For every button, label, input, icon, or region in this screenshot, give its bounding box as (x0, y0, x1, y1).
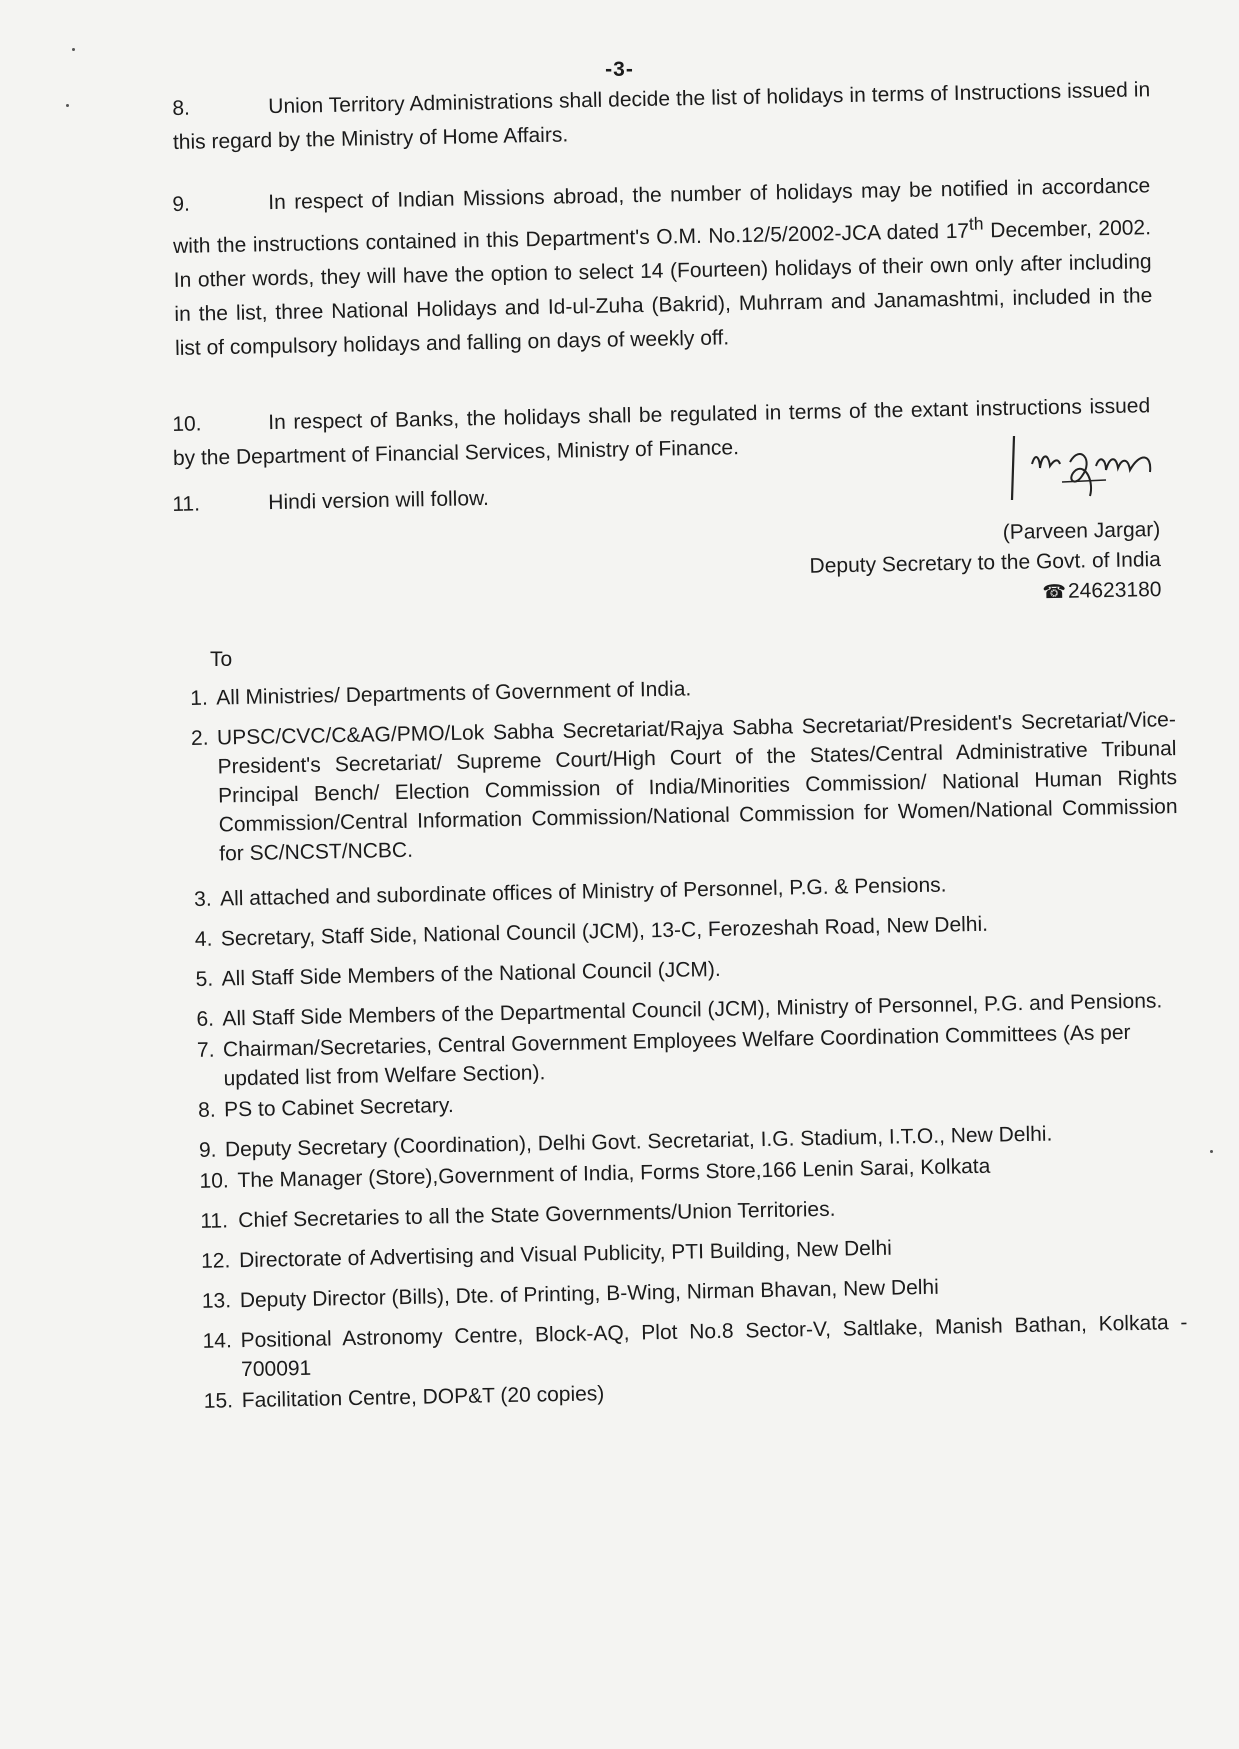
list-item-number: 13. (201, 1289, 232, 1313)
list-item-text: Deputy Secretary (Coordination), Delhi Govt. Secretariat, I.G. Stadium, I.T.O., New Delhi. (224, 1122, 1053, 1162)
paragraph-text: Hindi version will follow. (268, 486, 490, 515)
list-item-number: 9. (198, 1138, 217, 1162)
list-item-number: 14. (202, 1329, 233, 1353)
list-item-text: Facilitation Centre, DOP&T (20 copies) (241, 1382, 605, 1413)
list-item-text: Secretary, Staff Side, National Council (JCM), 13-C, Ferozeshah Road, New Delhi. (220, 912, 989, 951)
list-item (191, 705, 1179, 869)
page-number: -3- (605, 58, 634, 81)
list-item-text: All Staff Side Members of the Departmental Council (JCM), Ministry of Personnel, P.G. and Pensions. (222, 989, 1163, 1031)
list-item-number: 4. (194, 927, 213, 951)
signatory-name: (Parveen Jargar) (1002, 517, 1161, 545)
list-item (201, 1228, 1186, 1276)
to-label: To (210, 648, 233, 671)
paragraph-text-continued: December, 2002. In other words, they will have the option to select 14 (Fourteen) holidays of their own only after including in the list, three National Holidays and Id-ul-Zuha (Bakrid), Muhrram and Janamashtmi, included in the list of compulsory holidays and falling on days of weekly off. (173, 216, 1153, 360)
ordinal-superscript: th (968, 213, 984, 234)
list-item (195, 906, 1180, 954)
list-item-number: 1. (190, 686, 209, 710)
paragraph-number: 8. (172, 96, 191, 120)
list-item (202, 1268, 1187, 1316)
paragraph-text: Union Territory Administrations shall decide the list of holidays in terms of Instructions issued in this regard by the Ministry of Home Affairs. (172, 78, 1151, 154)
list-item-text: The Manager (Store),Government of India, Forms Store,166 Lenin Sarai, Kolkata (237, 1154, 991, 1193)
list-item-number: 7. (196, 1038, 215, 1062)
list-item-text: Chairman/Secretaries, Central Government Employees Welfare Coordination Committees (As per updated list from Welfare Section). (222, 1021, 1131, 1091)
paragraph-text: In respect of Indian Missions abroad, the number of holidays may be notified in accordance with the instructions contained in this Department's O.M. No.12/5/2002-JCA dated 17 (172, 174, 1151, 258)
list-item-number: 10. (199, 1169, 229, 1193)
signatory-designation: Deputy Secretary to the Govt. of India (809, 547, 1162, 578)
list-item-text: Deputy Director (Bills), Dte. of Printing, B-Wing, Nirman Bhavan, New Delhi (239, 1275, 940, 1313)
list-item (190, 665, 1175, 713)
list-item-text: All Ministries/ Departments of Government of India. (216, 677, 692, 710)
telephone-icon: ☎ (1042, 581, 1067, 604)
list-item-number: 8. (197, 1098, 216, 1122)
scan-speck (72, 48, 75, 51)
list-item-text: Directorate of Advertising and Visual Publicity, PTI Building, New Delhi (238, 1236, 893, 1273)
list-item-text: All attached and subordinate offices of Ministry of Personnel, P.G. & Pensions. (219, 873, 947, 911)
list-item-number: 3. (193, 887, 212, 911)
list-item (195, 946, 1180, 994)
list-item-number: 12. (200, 1249, 231, 1273)
handwritten-signature (1010, 430, 1190, 520)
list-item-text: UPSC/CVC/C&AG/PMO/Lok Sabha Secretariat/Rajya Sabha Secretariat/President's Secretariat/Vice-President's Secretariat/ Supreme Court/High Court of the States/Central Administrative Tribunal Principal Bench/ Election Commission of India/Minorities Commission/ National Human Rights Commission/Central Information Commission/National Commission for Women/National Commission for SC/NCST/NCBC. (216, 708, 1178, 866)
list-item-text: Chief Secretaries to all the State Governments/Union Territories. (238, 1197, 836, 1233)
paragraph-8 (172, 73, 1151, 160)
signatory-phone: 24623180 (1067, 577, 1162, 603)
list-item (194, 866, 1179, 914)
paragraph-number: 11. (172, 492, 201, 516)
list-item-number: 2. (190, 726, 209, 750)
list-item-number: 6. (196, 1007, 215, 1031)
paragraph-10 (172, 389, 1151, 476)
list-item-text: All Staff Side Members of the National Council (JCM). (221, 957, 721, 991)
paragraph-9 (172, 169, 1153, 366)
signature-block (700, 515, 1162, 615)
list-item-number: 11. (200, 1209, 229, 1233)
paragraph-11 (172, 475, 873, 522)
distribution-list (190, 665, 1189, 1427)
list-item (200, 1188, 1185, 1236)
list-item-number: 15. (203, 1389, 234, 1413)
paragraph-number: 10. (172, 412, 202, 436)
scan-speck (1210, 1150, 1213, 1153)
paragraph-number: 9. (172, 192, 191, 216)
list-item-text: Positional Astronomy Centre, Block-AQ, Plot No.8 Sector-V, Saltlake, Manish Bathan, Kolkata - 700091 (240, 1310, 1188, 1382)
scan-speck (66, 104, 69, 107)
list-item-text: PS to Cabinet Secretary. (223, 1094, 454, 1122)
list-item-number: 5. (195, 967, 214, 991)
paragraph-text: In respect of Banks, the holidays shall be regulated in terms of the extant instructions issued by the Department of Financial Services, Ministry of Finance. (172, 394, 1151, 470)
